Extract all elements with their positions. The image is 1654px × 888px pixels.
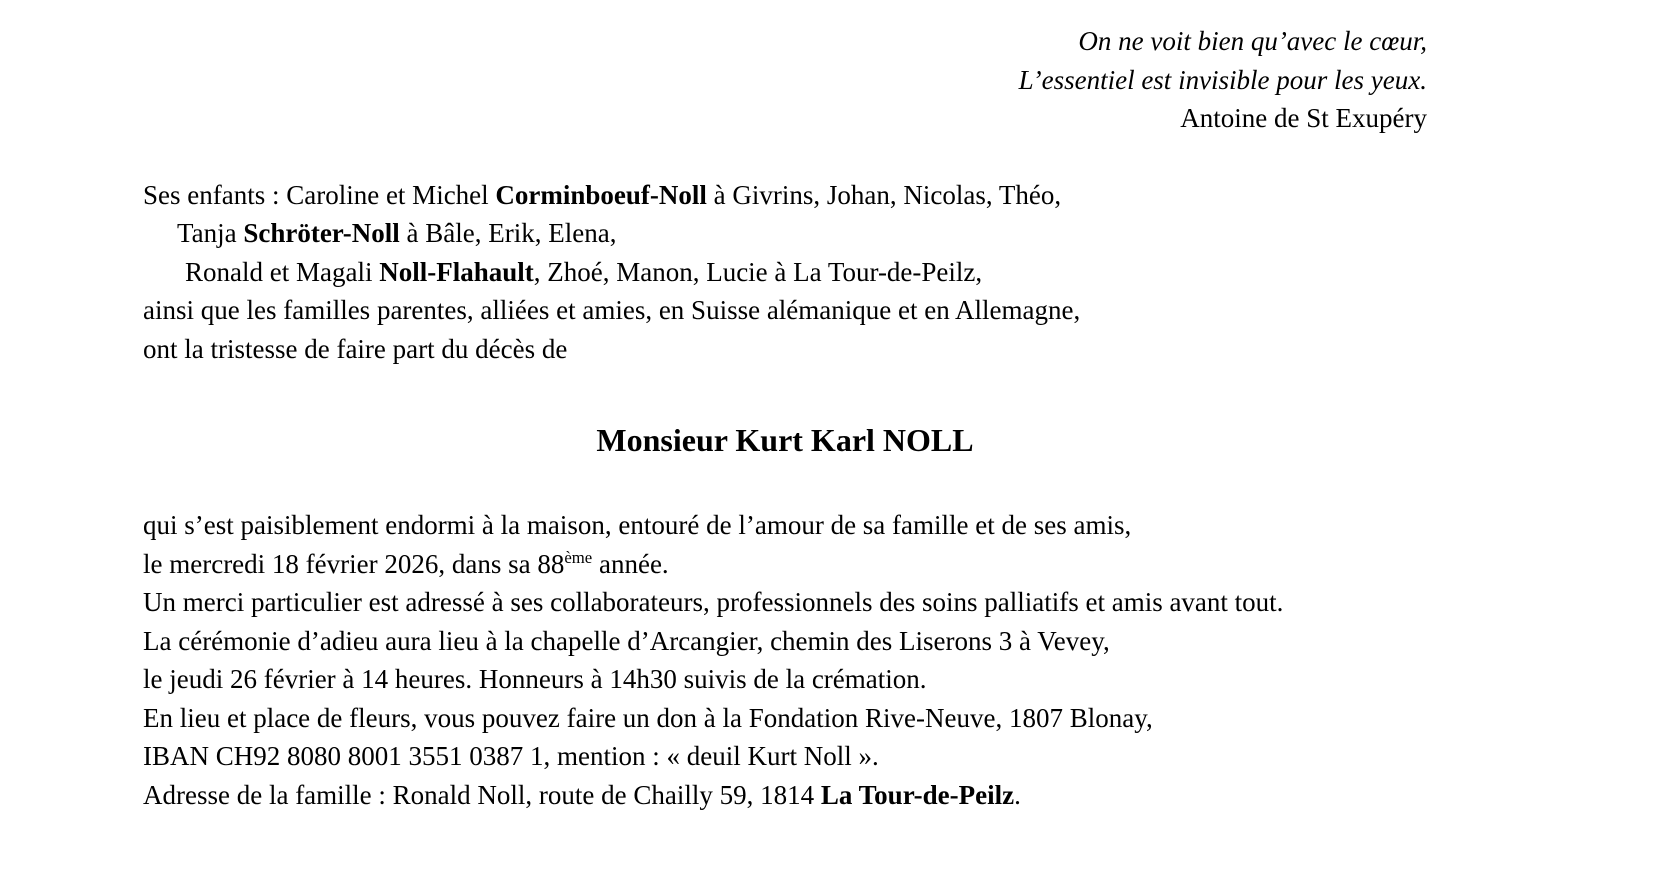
deceased-name-title: Monsieur Kurt Karl NOLL <box>596 422 974 458</box>
plain-text: le jeudi 26 février à 14 heures. Honneurs à 14h30 suivis de la crémation. <box>143 664 927 694</box>
plain-text: année. <box>592 548 669 579</box>
plain-text: IBAN CH92 8080 8001 3551 0387 1, mention : « deuil Kurt Noll ». <box>143 741 879 771</box>
plain-text: , Zhoé, Manon, Lucie à La Tour-de-Peilz, <box>533 256 983 287</box>
plain-text: ont la tristesse de faire part du décès de <box>143 333 568 364</box>
text-line <box>143 330 1427 369</box>
bold-text: Corminboeuf-Noll <box>495 179 707 210</box>
announcement-paragraph <box>143 506 1427 814</box>
text-line <box>143 737 1427 776</box>
plain-text: à Bâle, Erik, Elena, <box>399 218 617 248</box>
bold-text: Schröter-Noll <box>243 218 400 248</box>
text-line <box>143 545 1427 584</box>
plain-text: . <box>1014 779 1021 810</box>
plain-text: à Givrins, Johan, Nicolas, Théo, <box>706 179 1062 210</box>
family-paragraph <box>143 176 1427 369</box>
bold-text: La Tour-de-Peilz <box>820 779 1015 810</box>
plain-text: Un merci particulier est adressé à ses collaborateurs, professionnels des soins palliatifs et amis avant tout. <box>143 587 1284 617</box>
plain-text: Tanja <box>177 218 244 248</box>
quote-line-2: L’essentiel est invisible pour les yeux. <box>1018 64 1427 95</box>
text-line <box>143 291 1427 330</box>
plain-text: Adresse de la famille : Ronald Noll, route de Chailly 59, 1814 <box>143 779 821 810</box>
plain-text: La cérémonie d’adieu aura lieu à la chapelle d’Arcangier, chemin des Liserons 3 à Vevey, <box>143 625 1110 656</box>
plain-text: Ses enfants : Caroline et Michel <box>143 179 496 210</box>
text-line <box>143 176 1427 215</box>
plain-text: En lieu et place de fleurs, vous pouvez faire un don à la Fondation Rive-Neuve, 1807 Blonay, <box>143 702 1153 733</box>
text-line <box>143 660 1427 699</box>
bold-text: Noll-Flahault <box>379 256 534 287</box>
plain-text: qui s’est paisiblement endormi à la maison, entouré de l’amour de sa famille et de ses amis, <box>143 510 1132 540</box>
plain-text: le mercredi 18 février 2026, dans sa 88 <box>143 548 565 579</box>
quote-line-1: On ne voit bien qu’avec le cœur, <box>1078 26 1427 56</box>
quote-attribution: Antoine de St Exupéry <box>1180 103 1427 133</box>
text-line <box>143 506 1427 545</box>
quote-block <box>143 22 1427 138</box>
text-line <box>143 776 1427 815</box>
text-line <box>143 622 1427 661</box>
text-line <box>143 214 1427 253</box>
plain-text: Ronald et Magali <box>185 256 380 287</box>
text-line <box>143 253 1427 292</box>
superscript-text: ème <box>564 547 593 567</box>
text-line <box>143 583 1427 622</box>
text-line <box>143 699 1427 738</box>
plain-text: ainsi que les familles parentes, alliées et amies, en Suisse alémanique et en Allemagne, <box>143 295 1081 325</box>
